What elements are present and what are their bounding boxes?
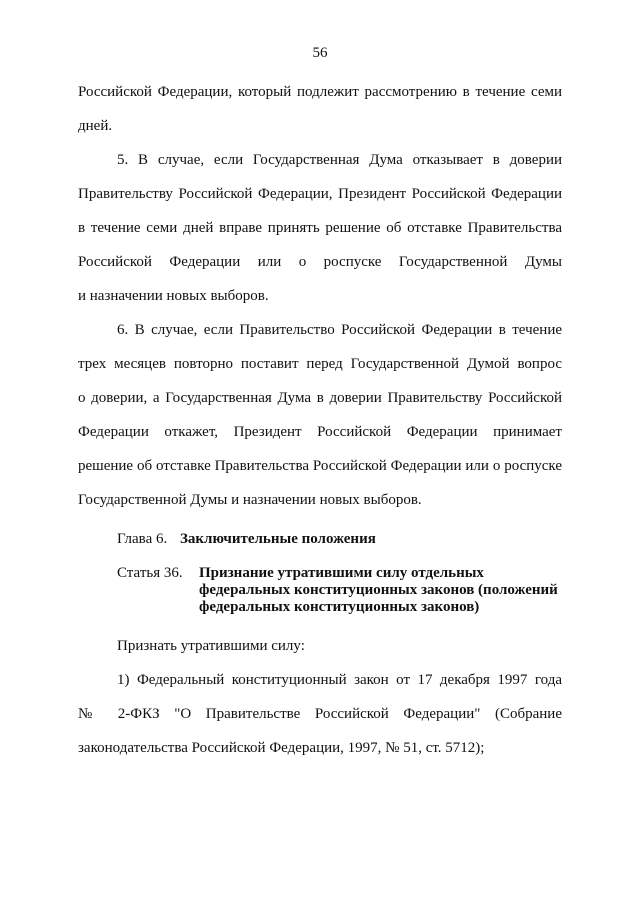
chapter-label: Глава 6. (117, 531, 168, 547)
paragraph-line: о доверии, а Государственная Дума в доверии Правительству Российской (78, 390, 562, 406)
paragraph-line: дней. (78, 118, 113, 134)
paragraph-line: Российской Федерации или о роспуске Государственной Думы (78, 254, 562, 270)
paragraph-line: Российской Федерации, который подлежит рассмотрению в течение семи (78, 84, 562, 100)
list-item-line: законодательства Российской Федерации, 1997, № 51, ст. 5712); (78, 740, 485, 756)
article-intro: Признать утратившими силу: (117, 638, 305, 654)
paragraph-line: Правительству Российской Федерации, Президент Российской Федерации (78, 186, 562, 202)
paragraph-line: Государственной Думы и назначении новых выборов. (78, 492, 422, 508)
paragraph-line: 6. В случае, если Правительство Российской Федерации в течение (117, 322, 562, 338)
article-title-line: федеральных конституционных законов) (199, 599, 480, 615)
paragraph-line: и назначении новых выборов. (78, 288, 269, 304)
article-label: Статья 36. (117, 565, 183, 581)
page-number: 56 (312, 45, 328, 61)
list-item-line: 1) Федеральный конституционный закон от 17 декабря 1997 года (117, 672, 562, 688)
article-title-line: Признание утратившими силу отдельных (199, 565, 484, 581)
paragraph-line: в течение семи дней вправе принять решение об отставке Правительства (78, 220, 562, 236)
paragraph-line: решение об отставке Правительства Российской Федерации или о роспуске (78, 458, 562, 474)
paragraph-line: трех месяцев повторно поставит перед Государственной Думой вопрос (78, 356, 562, 372)
paragraph-line: 5. В случае, если Государственная Дума отказывает в доверии (117, 152, 562, 168)
chapter-title: Заключительные положения (180, 531, 376, 547)
article-title-line: федеральных конституционных законов (положений (199, 582, 558, 598)
paragraph-line: Федерации откажет, Президент Российской Федерации принимает (78, 424, 562, 440)
list-item-line: № 2-ФКЗ "О Правительстве Российской Федерации" (Собрание (78, 706, 562, 722)
